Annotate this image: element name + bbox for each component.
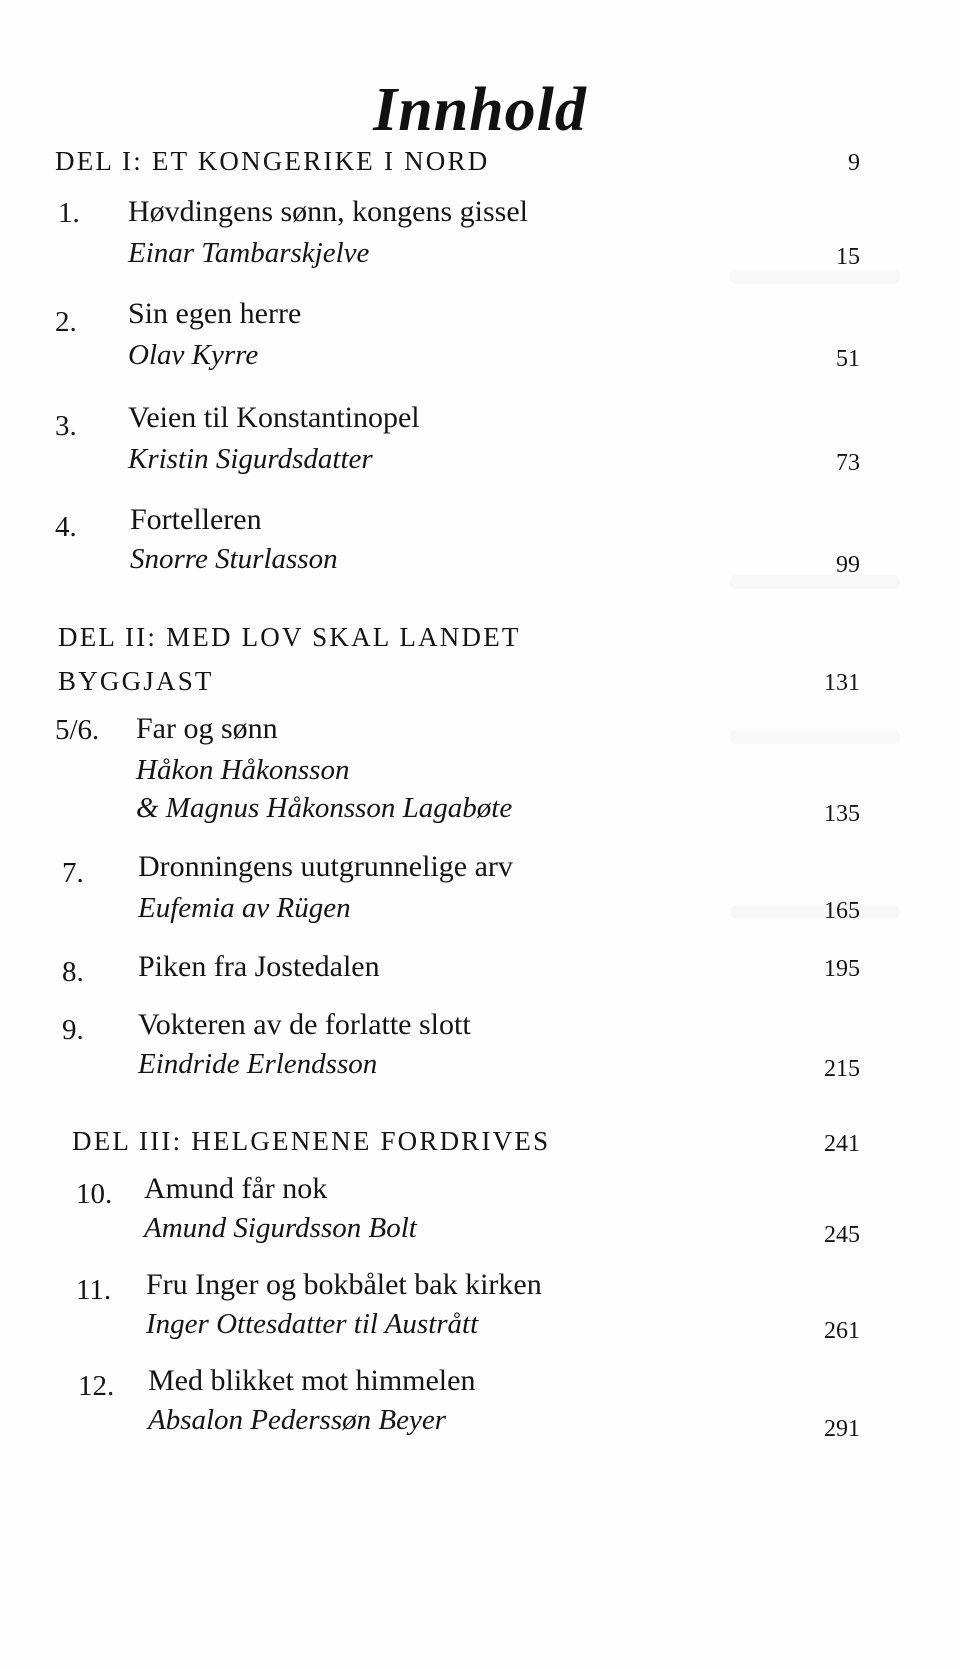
chapter-title: Vokteren av de forlatte slott xyxy=(138,1008,471,1041)
chapter-title: Piken fra Jostedalen xyxy=(138,950,380,983)
chapter-page-number: 245 xyxy=(824,1222,860,1248)
chapter-title: Sin egen herre xyxy=(128,297,302,330)
show-through-mark xyxy=(730,270,900,284)
chapter-title: Far og sønn xyxy=(136,712,278,745)
chapter-person: Absalon Pederssøn Beyer xyxy=(148,1404,446,1436)
chapter-page-number: 135 xyxy=(824,801,860,827)
chapter-person: Inger Ottesdatter til Austrått xyxy=(146,1308,479,1340)
show-through-mark xyxy=(730,905,900,919)
chapter-page-number: 73 xyxy=(836,450,860,476)
part-heading-continued: BYGGJAST xyxy=(58,666,214,696)
chapter-person: & Magnus Håkonsson Lagabøte xyxy=(136,792,513,824)
part-heading: DEL III: HELGENENE FORDRIVES xyxy=(72,1126,551,1156)
part-page-number: 241 xyxy=(824,1131,860,1157)
part-heading: DEL II: MED LOV SKAL LANDET xyxy=(58,622,521,652)
chapter-title: Veien til Konstantinopel xyxy=(128,401,420,434)
chapter-person: Eufemia av Rügen xyxy=(138,892,351,924)
chapter-number: 2. xyxy=(55,306,77,338)
chapter-number: 8. xyxy=(62,956,84,988)
chapter-page-number: 165 xyxy=(824,898,860,924)
chapter-page-number: 261 xyxy=(824,1318,860,1344)
chapter-number: 5/6. xyxy=(55,714,100,746)
chapter-number: 3. xyxy=(55,410,77,442)
chapter-title: Med blikket mot himmelen xyxy=(148,1364,476,1397)
part-page-number: 9 xyxy=(848,150,860,176)
chapter-person: Snorre Sturlasson xyxy=(130,543,338,575)
show-through-mark xyxy=(730,730,900,744)
chapter-person: Olav Kyrre xyxy=(128,339,259,371)
chapter-number: 9. xyxy=(62,1014,84,1046)
chapter-page-number: 15 xyxy=(836,244,860,270)
chapter-person: Amund Sigurdsson Bolt xyxy=(144,1212,417,1244)
chapter-number: 7. xyxy=(62,857,84,889)
part-heading: DEL I: ET KONGERIKE I NORD xyxy=(55,146,490,176)
chapter-title: Fortelleren xyxy=(130,503,262,536)
chapter-page-number: 291 xyxy=(824,1416,860,1442)
chapter-number: 1. xyxy=(58,197,80,229)
chapter-number: 11. xyxy=(76,1274,112,1306)
chapter-page-number: 215 xyxy=(824,1056,860,1082)
page-title: Innhold xyxy=(373,75,587,144)
chapter-page-number: 51 xyxy=(836,346,860,372)
chapter-page-number: 195 xyxy=(824,956,860,982)
chapter-page-number: 99 xyxy=(836,552,860,578)
chapter-title: Fru Inger og bokbålet bak kirken xyxy=(146,1268,542,1301)
show-through-mark xyxy=(730,575,900,589)
chapter-title: Høvdingens sønn, kongens gissel xyxy=(128,195,528,228)
chapter-number: 12. xyxy=(78,1370,115,1402)
chapter-number: 4. xyxy=(55,511,77,543)
chapter-person: Håkon Håkonsson xyxy=(136,754,350,786)
chapter-title: Dronningens uutgrunnelige arv xyxy=(138,850,513,883)
chapter-title: Amund får nok xyxy=(144,1172,328,1205)
chapter-person: Einar Tambarskjelve xyxy=(128,237,370,269)
part-page-number: 131 xyxy=(824,670,860,696)
chapter-number: 10. xyxy=(76,1178,113,1210)
chapter-person: Eindride Erlendsson xyxy=(138,1048,378,1080)
chapter-person: Kristin Sigurdsdatter xyxy=(128,443,373,475)
